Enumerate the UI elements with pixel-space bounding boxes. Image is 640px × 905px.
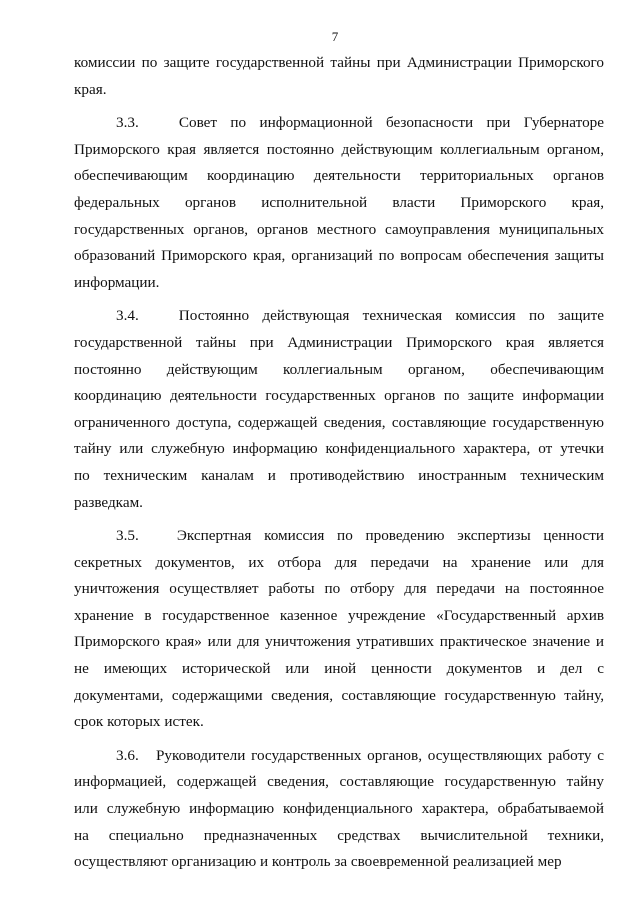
document-body — [74, 50, 604, 876]
text-line: осуществляют организацию и контроль за своевременной реализацией мер — [74, 853, 562, 871]
paragraph-spacing — [74, 736, 604, 743]
text-line: тайну или служебную информацию конфиденциального характера, от утечки — [74, 440, 604, 458]
paragraph-p3_6 — [74, 743, 604, 876]
text-line: 3.4. Постоянно действующая техническая комиссия по защите — [116, 307, 604, 325]
text-line: не имеющих исторической или иной ценности документов и дел с — [74, 660, 604, 678]
paragraph-spacing — [74, 296, 604, 303]
text-line: 3.3. Совет по информационной безопасности при Губернаторе — [116, 114, 604, 132]
paragraph-p3_5 — [74, 523, 604, 736]
text-line: края. — [74, 80, 107, 98]
text-line: срок которых истек. — [74, 713, 204, 731]
text-line: документами, содержащими сведения, составляющие государственную тайну, — [74, 686, 604, 704]
text-line: хранение в государственное казенное учреждение «Государственный архив — [74, 606, 604, 624]
paragraph-spacing — [74, 516, 604, 523]
text-line: ограниченного доступа, содержащей сведения, составляющие государственную — [74, 413, 604, 431]
paragraph-p3_4 — [74, 303, 604, 516]
text-line: Приморского края является постоянно действующим коллегиальным органом, — [74, 140, 604, 158]
text-line: секретных документов, их отбора для передачи на хранение или для — [74, 553, 604, 571]
text-line: уничтожения осуществляет работы по отбору для передачи на постоянное — [74, 580, 604, 598]
text-line: обеспечивающим координацию деятельности территориальных органов — [74, 167, 604, 185]
text-line: федеральных органов исполнительной власти Приморского края, — [74, 193, 604, 211]
text-line: государственных органов, органов местного самоуправления муниципальных — [74, 220, 604, 238]
paragraph-p3_3 — [74, 110, 604, 296]
text-line: государственной тайны при Администрации Приморского края является — [74, 333, 604, 351]
text-line: на специально предназначенных средствах вычислительной техники, — [74, 826, 604, 844]
text-line: информации. — [74, 273, 160, 291]
text-line: по техническим каналам и противодействию иностранным техническим — [74, 466, 604, 484]
text-line: 3.5. Экспертная комиссия по проведению экспертизы ценности — [116, 527, 604, 545]
text-line: образований Приморского края, организаций по вопросам обеспечения защиты — [74, 247, 604, 265]
text-line: или служебную информацию конфиденциального характера, обрабатываемой — [74, 800, 604, 818]
text-line: разведкам. — [74, 493, 143, 511]
paragraph-cont — [74, 50, 604, 103]
text-line: координацию деятельности государственных органов по защите информации — [74, 387, 604, 405]
page-number: 7 — [331, 29, 339, 44]
text-line: комиссии по защите государственной тайны при Администрации Приморского — [74, 54, 604, 71]
text-line: информацией, содержащей сведения, составляющие государственную тайну — [74, 773, 604, 791]
text-line: 3.6. Руководители государственных органов, осуществляющих работу с — [116, 746, 604, 764]
text-line: постоянно действующим коллегиальным органом, обеспечивающим — [74, 360, 604, 378]
text-line: Приморского края» или для уничтожения утративших практическое значение и — [74, 633, 604, 651]
paragraph-spacing — [74, 103, 604, 110]
